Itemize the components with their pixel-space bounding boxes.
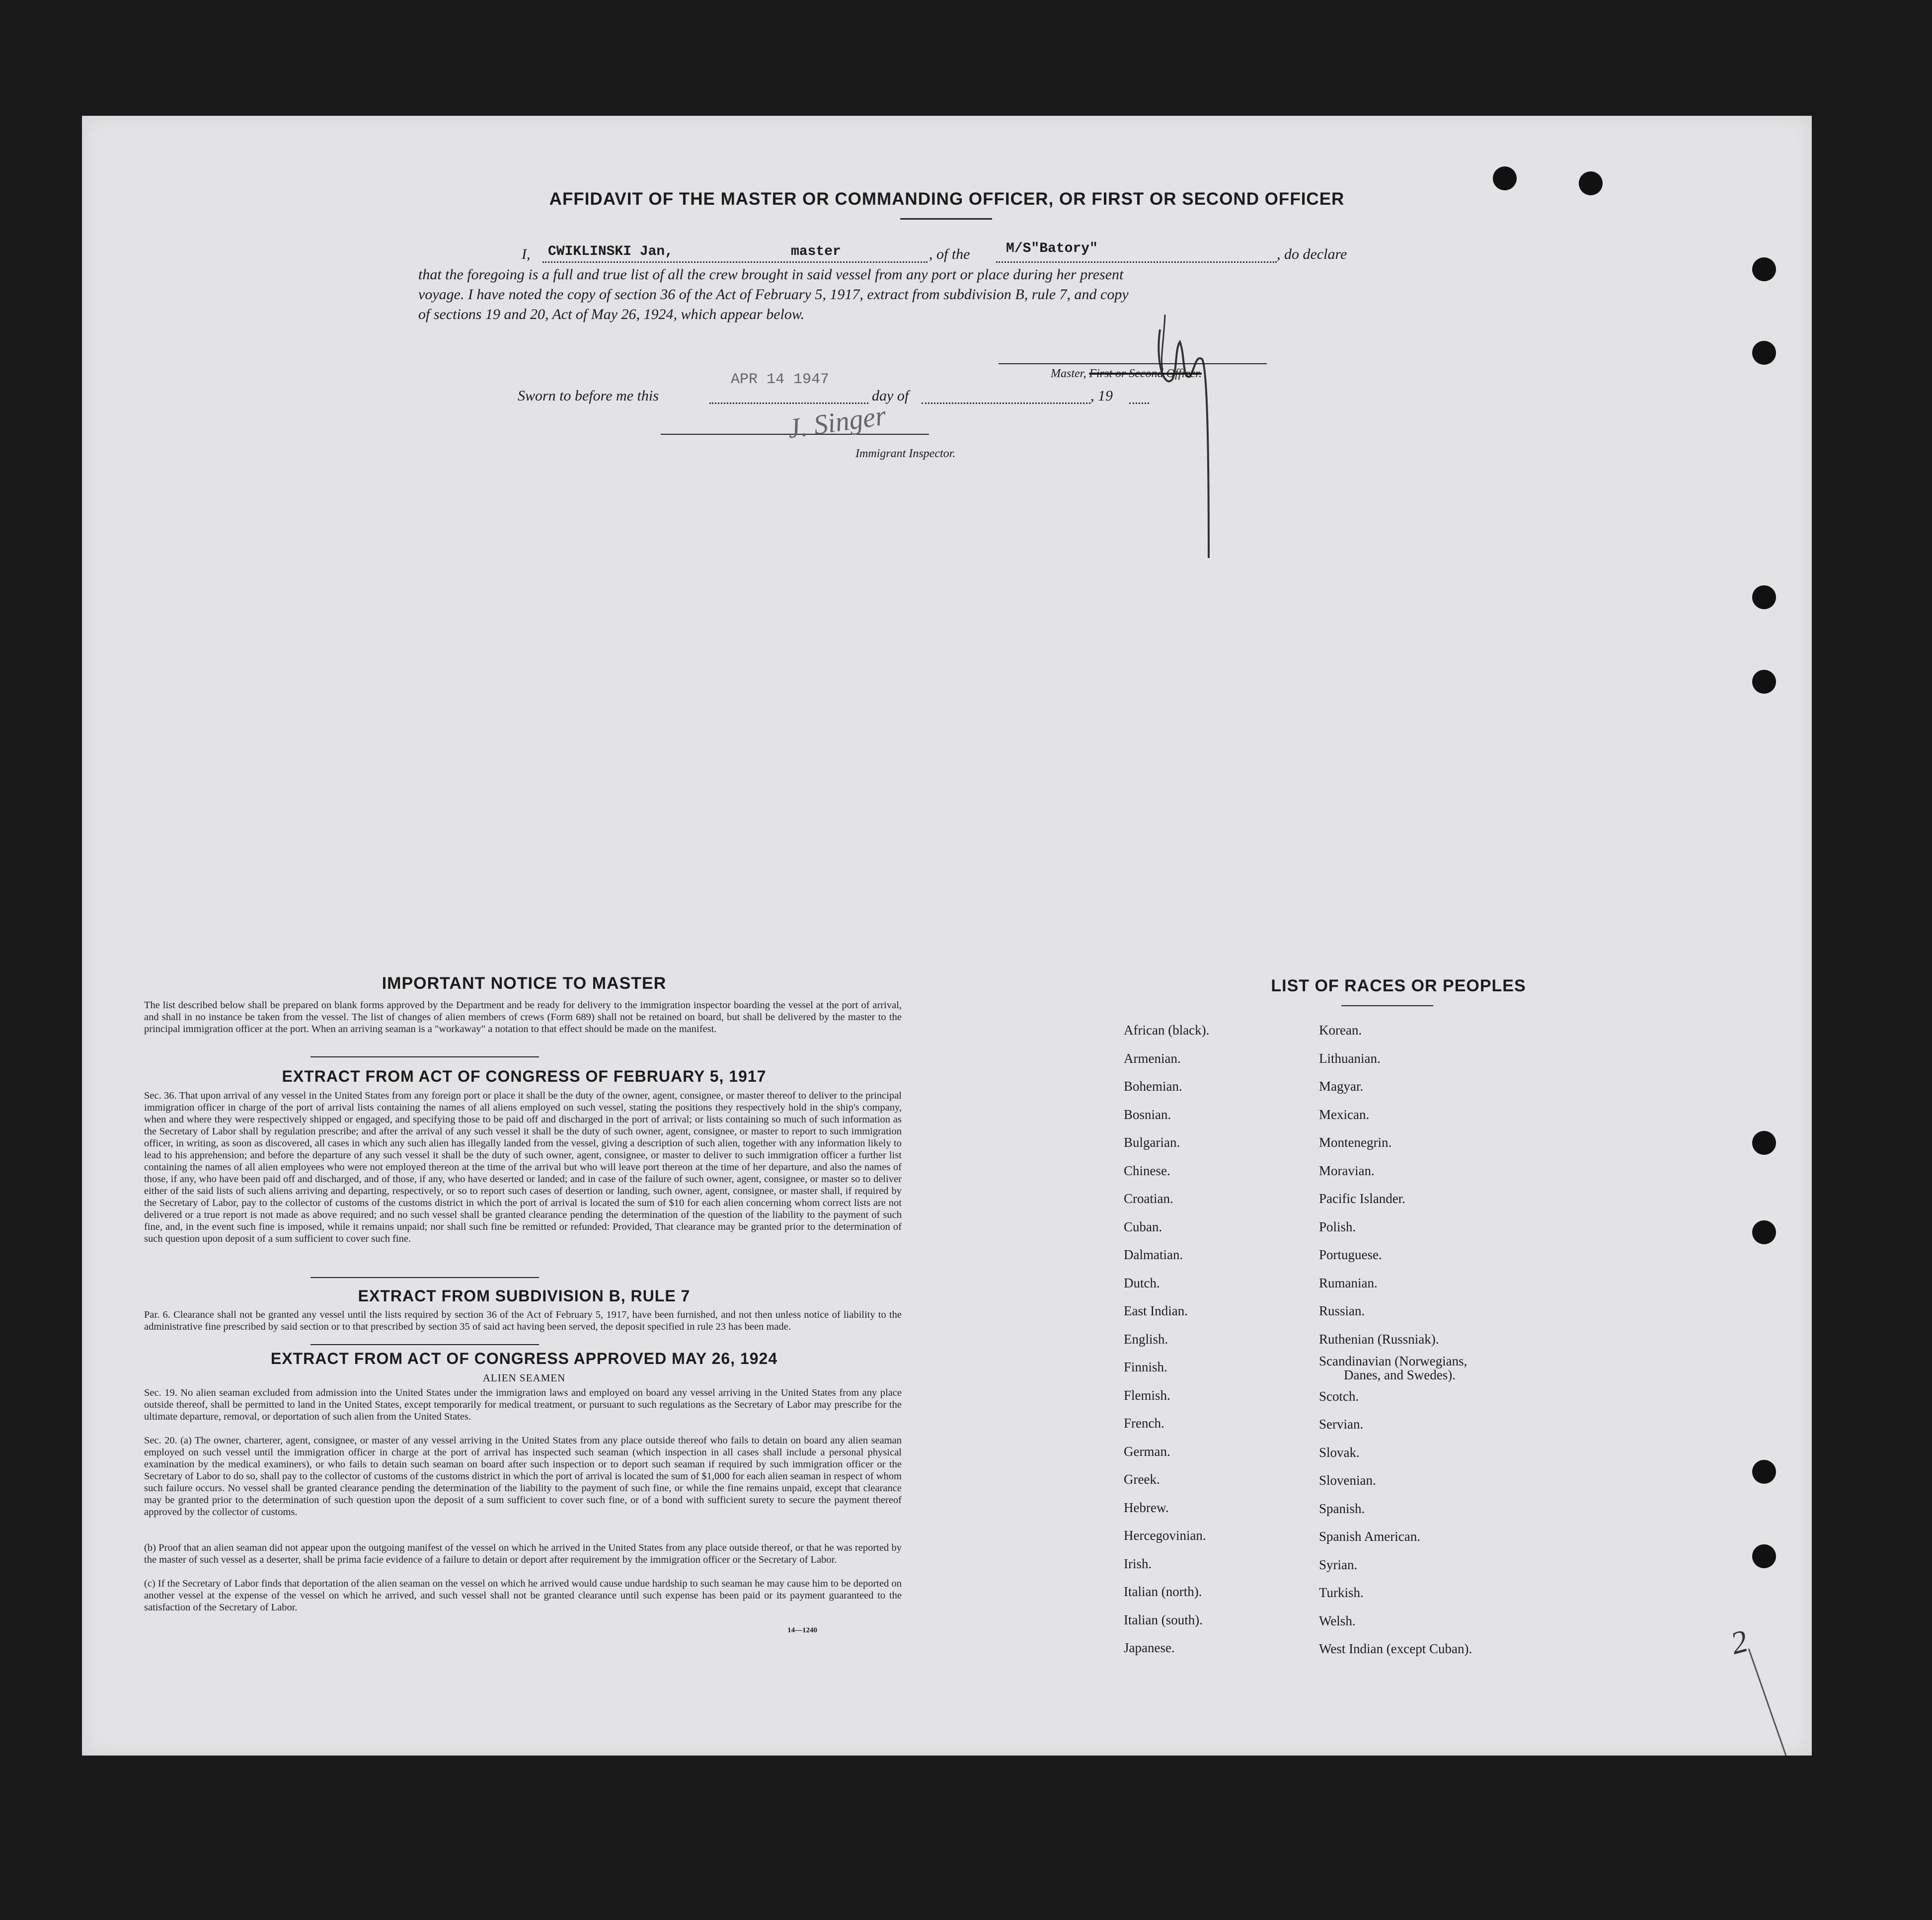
punch-hole (1752, 341, 1776, 365)
race-item: Slovenian. (1319, 1473, 1376, 1488)
date-stamp: APR 14 1947 (731, 371, 830, 388)
race-item: Mexican. (1319, 1107, 1370, 1122)
master-label: Master, (1051, 367, 1086, 380)
month-field-line (922, 402, 1090, 404)
rule-7-rule (310, 1344, 539, 1345)
sworn-day-line (709, 402, 868, 404)
race-item: Cuban. (1124, 1219, 1162, 1234)
race-item: Croatian. (1124, 1191, 1173, 1206)
declaration-line-4: of sections 19 and 20, Act of May 26, 1924, which appear below. (418, 306, 805, 322)
race-item: Magyar. (1319, 1079, 1364, 1094)
race-item: Turkish. (1319, 1585, 1364, 1600)
do-declare-text: , do declare (1277, 246, 1347, 262)
vessel-field-line (996, 261, 1277, 263)
title-rule (900, 218, 992, 220)
race-item: Korean. (1319, 1023, 1362, 1038)
vessel-name: M/S"Batory" (1006, 241, 1098, 256)
race-item-line-1: Scandinavian (Norwegians, (1319, 1354, 1468, 1368)
day-of-text: day of (872, 388, 909, 404)
notice-title: IMPORTANT NOTICE TO MASTER (382, 974, 667, 993)
race-item: Montenegrin. (1319, 1135, 1392, 1150)
race-item: Flemish. (1124, 1387, 1170, 1403)
punch-hole (1752, 670, 1776, 694)
race-item: Slovak. (1319, 1444, 1360, 1460)
race-item: Greek. (1124, 1472, 1160, 1487)
race-item: Spanish. (1319, 1501, 1365, 1516)
rule-7-body: Par. 6. Clearance shall not be granted any vessel until the lists required by section 36 of the Act of February 5, 1917, have been furnished, and not then unless notice of liability to the administrative fine prescribed by said section or to that prescribed by section 35 of said act having been served, the deposit specified in rule 23 has been made. (144, 1309, 902, 1332)
sec-20c-body: (c) If the Secretary of Labor finds that deportation of the alien seaman on the vessel on which he arrived would cause undue hardship to such seaman he may cause him to be deported on another vessel at the expense of the vessel on which he arrived, and such vessel shall not be granted clearance until such expense has been paid or its payment guaranteed to the satisfaction of the Secretary of Labor. (144, 1578, 902, 1613)
rule-7-title: EXTRACT FROM SUBDIVISION B, RULE 7 (358, 1287, 691, 1305)
i-prefix: I, (522, 246, 531, 262)
race-item: Moravian. (1319, 1163, 1375, 1178)
notice-body: The list described below shall be prepared on blank forms approved by the Department and be ready for delivery to the immigration inspector boarding the vessel at the port of arrival, and shall in no instance be taken from the vessel. The list of changes of alien members of crews (Form 689) shall not be retained on board, but shall be delivered by the master to the principal immigration officer at the port. When an arriving seaman is a "workaway" a notation to that effect should be made on the manifest. (144, 1000, 902, 1035)
race-item: Bosnian. (1124, 1107, 1171, 1122)
punch-hole (1752, 1220, 1776, 1244)
race-item: English. (1124, 1331, 1168, 1347)
race-item: French. (1124, 1416, 1164, 1431)
race-item: West Indian (except Cuban). (1319, 1641, 1472, 1656)
race-item: Dutch. (1124, 1275, 1160, 1290)
punch-hole (1752, 1131, 1776, 1155)
name-field-line (542, 261, 927, 263)
race-item: Spanish American. (1319, 1529, 1420, 1544)
sworn-text: Sworn to before me this (518, 388, 659, 404)
race-item: Bulgarian. (1124, 1135, 1180, 1150)
year-prefix: , 19 (1090, 388, 1113, 404)
of-the-text: , of the (929, 246, 970, 262)
races-rule (1341, 1005, 1433, 1006)
race-item: Portuguese. (1319, 1247, 1382, 1262)
race-item: Italian (north). (1124, 1584, 1202, 1599)
race-item: Finnish. (1124, 1360, 1167, 1374)
notice-rule (310, 1056, 539, 1057)
race-item: Pacific Islander. (1319, 1191, 1405, 1206)
race-item: Servian. (1319, 1417, 1364, 1432)
race-item: Chinese. (1124, 1163, 1170, 1178)
race-item: German. (1124, 1443, 1170, 1459)
punch-hole (1752, 257, 1776, 281)
races-left-column (1124, 1016, 1209, 1662)
punch-hole (1752, 1544, 1776, 1568)
races-right-column (1319, 1016, 1472, 1663)
race-item: East Indian. (1124, 1303, 1188, 1318)
extract-1917-title: EXTRACT FROM ACT OF CONGRESS OF FEBRUARY 5, 1917 (282, 1067, 767, 1085)
sec-20a-body: Sec. 20. (a) The owner, charterer, agent, consignee, or master of any vessel arriving in the United States from any place outside thereof who fails to detain on board any alien seaman employed on such vessel until the immigration officer in charge at the port of arrival has inspected such seaman (which inspection in all cases shall include a personal physical examination by the medical examiners), or who fails to detain such seaman on board after such inspection or to deport such seaman if required by such immigration officer or the Secretary of Labor to do so, shall pay to the collector of customs of the customs district in which the port of arrival is located the sum of $1,000 for each alien seaman in respect of whom such failure occurs. No vessel shall be granted clearance pending the determination of the liability to the payment of such fine, or while the fine remains unpaid, except that clearance may be granted prior to the determination of such question upon the deposit of a sum sufficient to cover such fine, or of a bond with sufficient surety to secure the payment thereof approved by the collector of customs. (144, 1435, 902, 1518)
master-rank: master (791, 244, 841, 259)
race-item: Japanese. (1124, 1640, 1175, 1655)
race-item: African (black). (1124, 1023, 1210, 1038)
race-item: Rumanian. (1319, 1275, 1378, 1290)
sec-20b-body: (b) Proof that an alien seaman did not appear upon the outgoing manifest of the vessel on which he arrived in the United States from any place outside thereof, or that he was reported by the master of such vessel as a deserter, shall be prima facie evidence of a failure to detain or deport after requirement by the immigration officer or the Secretary of Labor. (144, 1542, 902, 1565)
master-title (1051, 367, 1202, 381)
race-item: Armenian. (1124, 1050, 1181, 1066)
declaration-line-3: voyage. I have noted the copy of section 36 of the Act of February 5, 1917, extract from subdivision B, rule 7, and copy (418, 286, 1129, 303)
race-item: Hebrew. (1124, 1500, 1169, 1515)
declaration-line-1 (522, 246, 531, 263)
races-title: LIST OF RACES OR PEOPLES (1271, 976, 1526, 995)
inspector-signature: J. Singer (785, 400, 888, 445)
inspector-label: Immigrant Inspector. (855, 447, 956, 460)
punch-hole (1752, 1460, 1776, 1484)
master-name: CWIKLINSKI Jan, (548, 244, 674, 259)
race-item: Irish. (1124, 1556, 1152, 1571)
race-item: Welsh. (1319, 1613, 1356, 1628)
alien-seamen-subtitle: ALIEN SEAMEN (482, 1372, 566, 1384)
margin-note: 2 (1727, 1623, 1752, 1661)
struck-officer-label: First or Second Officer. (1089, 367, 1202, 380)
extract-1924-title: EXTRACT FROM ACT OF CONGRESS APPROVED MAY 26, 1924 (270, 1350, 778, 1367)
race-item: Russian. (1319, 1303, 1365, 1318)
race-item: Bohemian. (1124, 1079, 1182, 1094)
race-item: Italian (south). (1124, 1612, 1203, 1627)
master-signature-line (999, 363, 1267, 364)
year-field-line (1129, 402, 1149, 404)
extract-1917-body: Sec. 36. That upon arrival of any vessel in the United States from any foreign port or place it shall be the duty of the owner, agent, consignee, or master thereof to deliver to the principal immigration officer in charge of the port of arrival lists containing the names of all aliens employed on such vessel, stating the positions they respectively hold in the ship's company, when and where they were respectively shipped or engaged, and specifying those to be paid off and discharged in the port of arrival; or lists containing so much of such information as the Secretary of Labor shall by regulation prescribe; and after the arrival of any such vessel it shall be the duty of such owner, agent, consignee, or master to report to such immigration officer, in writing, as soon as discovered, all cases in which any such alien has illegally landed from the vessel, giving a description of such alien, together with any information likely to lead to his apprehension; and before the departure of any such vessel it shall be the duty of such owner, agent, consignee, or master to deliver to such immigration officer a further list containing the names of all alien employees who were not employed thereon at the time of the arrival but who will leave port thereon at the time of her departure, and also the names of those, if any, who have been paid off and discharged, and of those, if any, who have deserted or landed; and in case of the failure of such owner, agent, consignee, or master so to deliver either of the said lists of such aliens arriving and departing, respectively, or so to report such cases of desertion or landing, such owner, agent, consignee, or master shall, if required by the Secretary of Labor, pay to the collector of customs of the customs district in which the port of arrival is located the sum of $10 for each alien concerning whom correct lists are not delivered or a true report is not made as above required; and no such vessel shall be granted clearance pending the determination of the question of the liability to the payment of such fine, and, in the event such fine is imposed, while it remains unpaid; nor shall such fine be remitted or refunded: Provided, That clearance may be granted prior to the determination of such question upon deposit of a sum sufficient to cover such fine. (144, 1090, 902, 1244)
race-item: Lithuanian. (1319, 1050, 1381, 1066)
master-signature (1150, 295, 1230, 563)
race-item: Syrian. (1319, 1557, 1358, 1572)
race-item: Hercegovinian. (1124, 1528, 1206, 1543)
race-item-line-2: Danes, and Swedes). (1344, 1367, 1456, 1382)
race-item: Ruthenian (Russniak). (1319, 1331, 1439, 1347)
margin-stroke (1746, 1646, 1791, 1760)
form-number: 14—1240 (787, 1626, 817, 1634)
race-item: Scotch. (1319, 1388, 1359, 1404)
race-item: Dalmatian. (1124, 1247, 1183, 1262)
punch-hole (1579, 171, 1603, 195)
race-item: Polish. (1319, 1219, 1356, 1234)
extract-1917-rule (310, 1277, 539, 1278)
sec-19-body: Sec. 19. No alien seaman excluded from admission into the United States under the immigration laws and employed on board any vessel arriving in the United States from any place outside thereof, shall be permitted to land in the United States, except temporarily for medical treatment, or pursuant to such regulations as the Secretary of Labor may prescribe for the ultimate departure, removal, or deportation of such alien from the United States. (144, 1387, 902, 1422)
punch-hole (1493, 166, 1517, 190)
race-item (1319, 1353, 1472, 1382)
punch-hole (1752, 585, 1776, 609)
declaration-line-2: that the foregoing is a full and true list of all the crew brought in said vessel from any port or place during her present (418, 266, 1124, 283)
document-page (82, 116, 1812, 1756)
affidavit-title: AFFIDAVIT OF THE MASTER OR COMMANDING OFFICER, OR FIRST OR SECOND OFFICER (549, 189, 1345, 209)
